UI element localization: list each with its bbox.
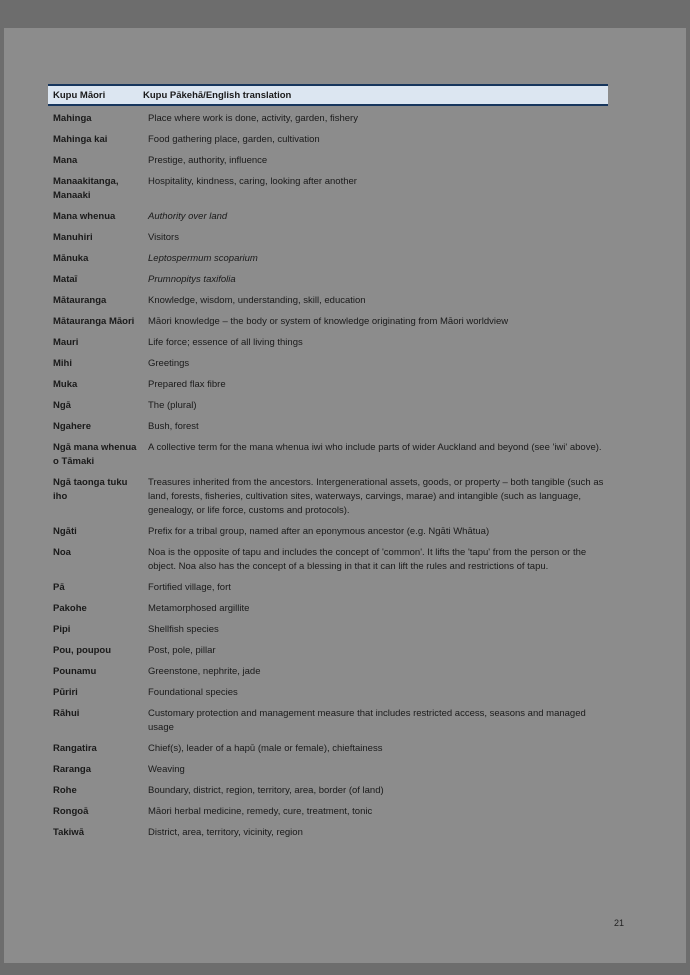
maori-word: Manaakitanga, Manaaki [53,176,119,201]
english-translation: Post, pole, pillar [148,645,216,656]
maori-word: Mauri [53,337,79,348]
english-translation: Māori herbal medicine, remedy, cure, treatment, tonic [148,806,373,817]
english-translation: Prepared flax fibre [148,379,226,390]
page-number: 21 [614,918,625,928]
glossary-row [48,273,608,287]
glossary-row [48,707,608,735]
english-translation: Authority over land [148,211,228,222]
glossary-row [48,665,608,679]
glossary-row [48,357,608,371]
glossary-row [48,294,608,308]
glossary-row [48,784,608,798]
english-translation: Chief(s), leader of a hapū (male or female), chieftainess [148,743,383,754]
glossary-row [48,546,608,574]
maori-word: Mātauranga Māori [53,316,135,327]
glossary-row [48,686,608,700]
bottom-frame-band [0,963,690,975]
left-frame-edge [0,0,4,975]
maori-word: Takiwā [53,827,84,838]
glossary-row [48,252,608,266]
glossary-row [48,112,608,126]
english-translation: Customary protection and management measure that includes restricted access, seasons and managed usage [148,708,586,733]
english-translation: Knowledge, wisdom, understanding, skill, education [148,295,366,306]
glossary-row [48,154,608,168]
header-kupu-maori: Kupu Māori [53,89,106,101]
english-translation: Prefix for a tribal group, named after an eponymous ancestor (e.g. Ngāti Whātua) [148,526,490,537]
glossary-row [48,826,608,840]
maori-word: Mahinga [53,113,92,124]
maori-word: Mānuka [53,253,89,264]
glossary-row [48,602,608,616]
english-translation: Greetings [148,358,190,369]
maori-word: Noa [53,547,71,558]
english-translation: Prumnopitys taxifolia [148,274,236,285]
english-translation: Boundary, district, region, territory, area, border (of land) [148,785,384,796]
english-translation: Leptospermum scoparium [148,253,258,264]
glossary-row [48,763,608,777]
english-translation: Visitors [148,232,179,243]
maori-word: Ngā mana whenua o Tāmaki [53,442,137,467]
glossary-rows [48,112,608,840]
english-translation: Greenstone, nephrite, jade [148,666,261,677]
glossary-row [48,805,608,819]
english-translation: Shellfish species [148,624,219,635]
english-translation: Place where work is done, activity, garden, fishery [148,113,358,124]
maori-word: Mahinga kai [53,134,108,145]
glossary-row [48,399,608,413]
english-translation: Prestige, authority, influence [148,155,268,166]
maori-word: Pipi [53,624,71,635]
english-translation: Foundational species [148,687,238,698]
top-frame-band [0,0,690,28]
glossary-table [48,84,608,847]
maori-word: Mana [53,155,78,166]
english-translation: Bush, forest [148,421,199,432]
glossary-row [48,644,608,658]
maori-word: Mātauranga [53,295,107,306]
maori-word: Manuhiri [53,232,93,243]
glossary-row [48,231,608,245]
maori-word: Rongoā [53,806,89,817]
english-translation: Hospitality, kindness, caring, looking after another [148,176,357,187]
glossary-row [48,378,608,392]
maori-word: Pounamu [53,666,97,677]
glossary-row [48,623,608,637]
english-translation: Treasures inherited from the ancestors. Intergenerational assets, goods, or property – both tangible (such as land, forests, fisheries, cultivation sites, waterways, carvings, marae) and intangible (such as language, genealogy, or life force, customs and protocols). [148,477,604,516]
maori-word: Pou, poupou [53,645,112,656]
glossary-row [48,133,608,147]
maori-word: Ngā taonga tuku iho [53,477,128,502]
maori-word: Mihi [53,358,72,369]
glossary-header-row [48,84,608,106]
maori-word: Mana whenua [53,211,116,222]
right-frame-edge [686,0,690,975]
glossary-row [48,175,608,203]
english-translation: Food gathering place, garden, cultivation [148,134,320,145]
english-translation: A collective term for the mana whenua iwi who include parts of wider Auckland and beyond (see 'iwi' above). [148,442,602,453]
glossary-row [48,420,608,434]
maori-word: Rāhui [53,708,80,719]
glossary-row [48,441,608,469]
maori-word: Pūriri [53,687,78,698]
maori-word: Mataī [53,274,78,285]
glossary-row [48,315,608,329]
maori-word: Rangatira [53,743,97,754]
english-translation: Life force; essence of all living things [148,337,303,348]
maori-word: Muka [53,379,78,390]
english-translation: Metamorphosed argillite [148,603,250,614]
english-translation: District, area, territory, vicinity, region [148,827,303,838]
maori-word: Ngahere [53,421,92,432]
glossary-row [48,210,608,224]
glossary-row [48,336,608,350]
maori-word: Ngā [53,400,71,411]
glossary-row [48,742,608,756]
maori-word: Ngāti [53,526,77,537]
maori-word: Raranga [53,764,92,775]
glossary-row [48,476,608,518]
header-kupu-pakeha: Kupu Pākehā/English translation [143,89,292,101]
english-translation: The (plural) [148,400,197,411]
maori-word: Pakohe [53,603,87,614]
english-translation: Māori knowledge – the body or system of knowledge originating from Māori worldview [148,316,509,327]
english-translation: Fortified village, fort [148,582,231,593]
maori-word: Rohe [53,785,77,796]
glossary-row [48,581,608,595]
maori-word: Pā [53,582,65,593]
english-translation: Weaving [148,764,185,775]
glossary-row [48,525,608,539]
english-translation: Noa is the opposite of tapu and includes the concept of 'common'. It lifts the 'tapu' from the person or the object. Noa also has the concept of a blessing in that it can lift the rules and restrictions of tapu. [148,547,587,572]
